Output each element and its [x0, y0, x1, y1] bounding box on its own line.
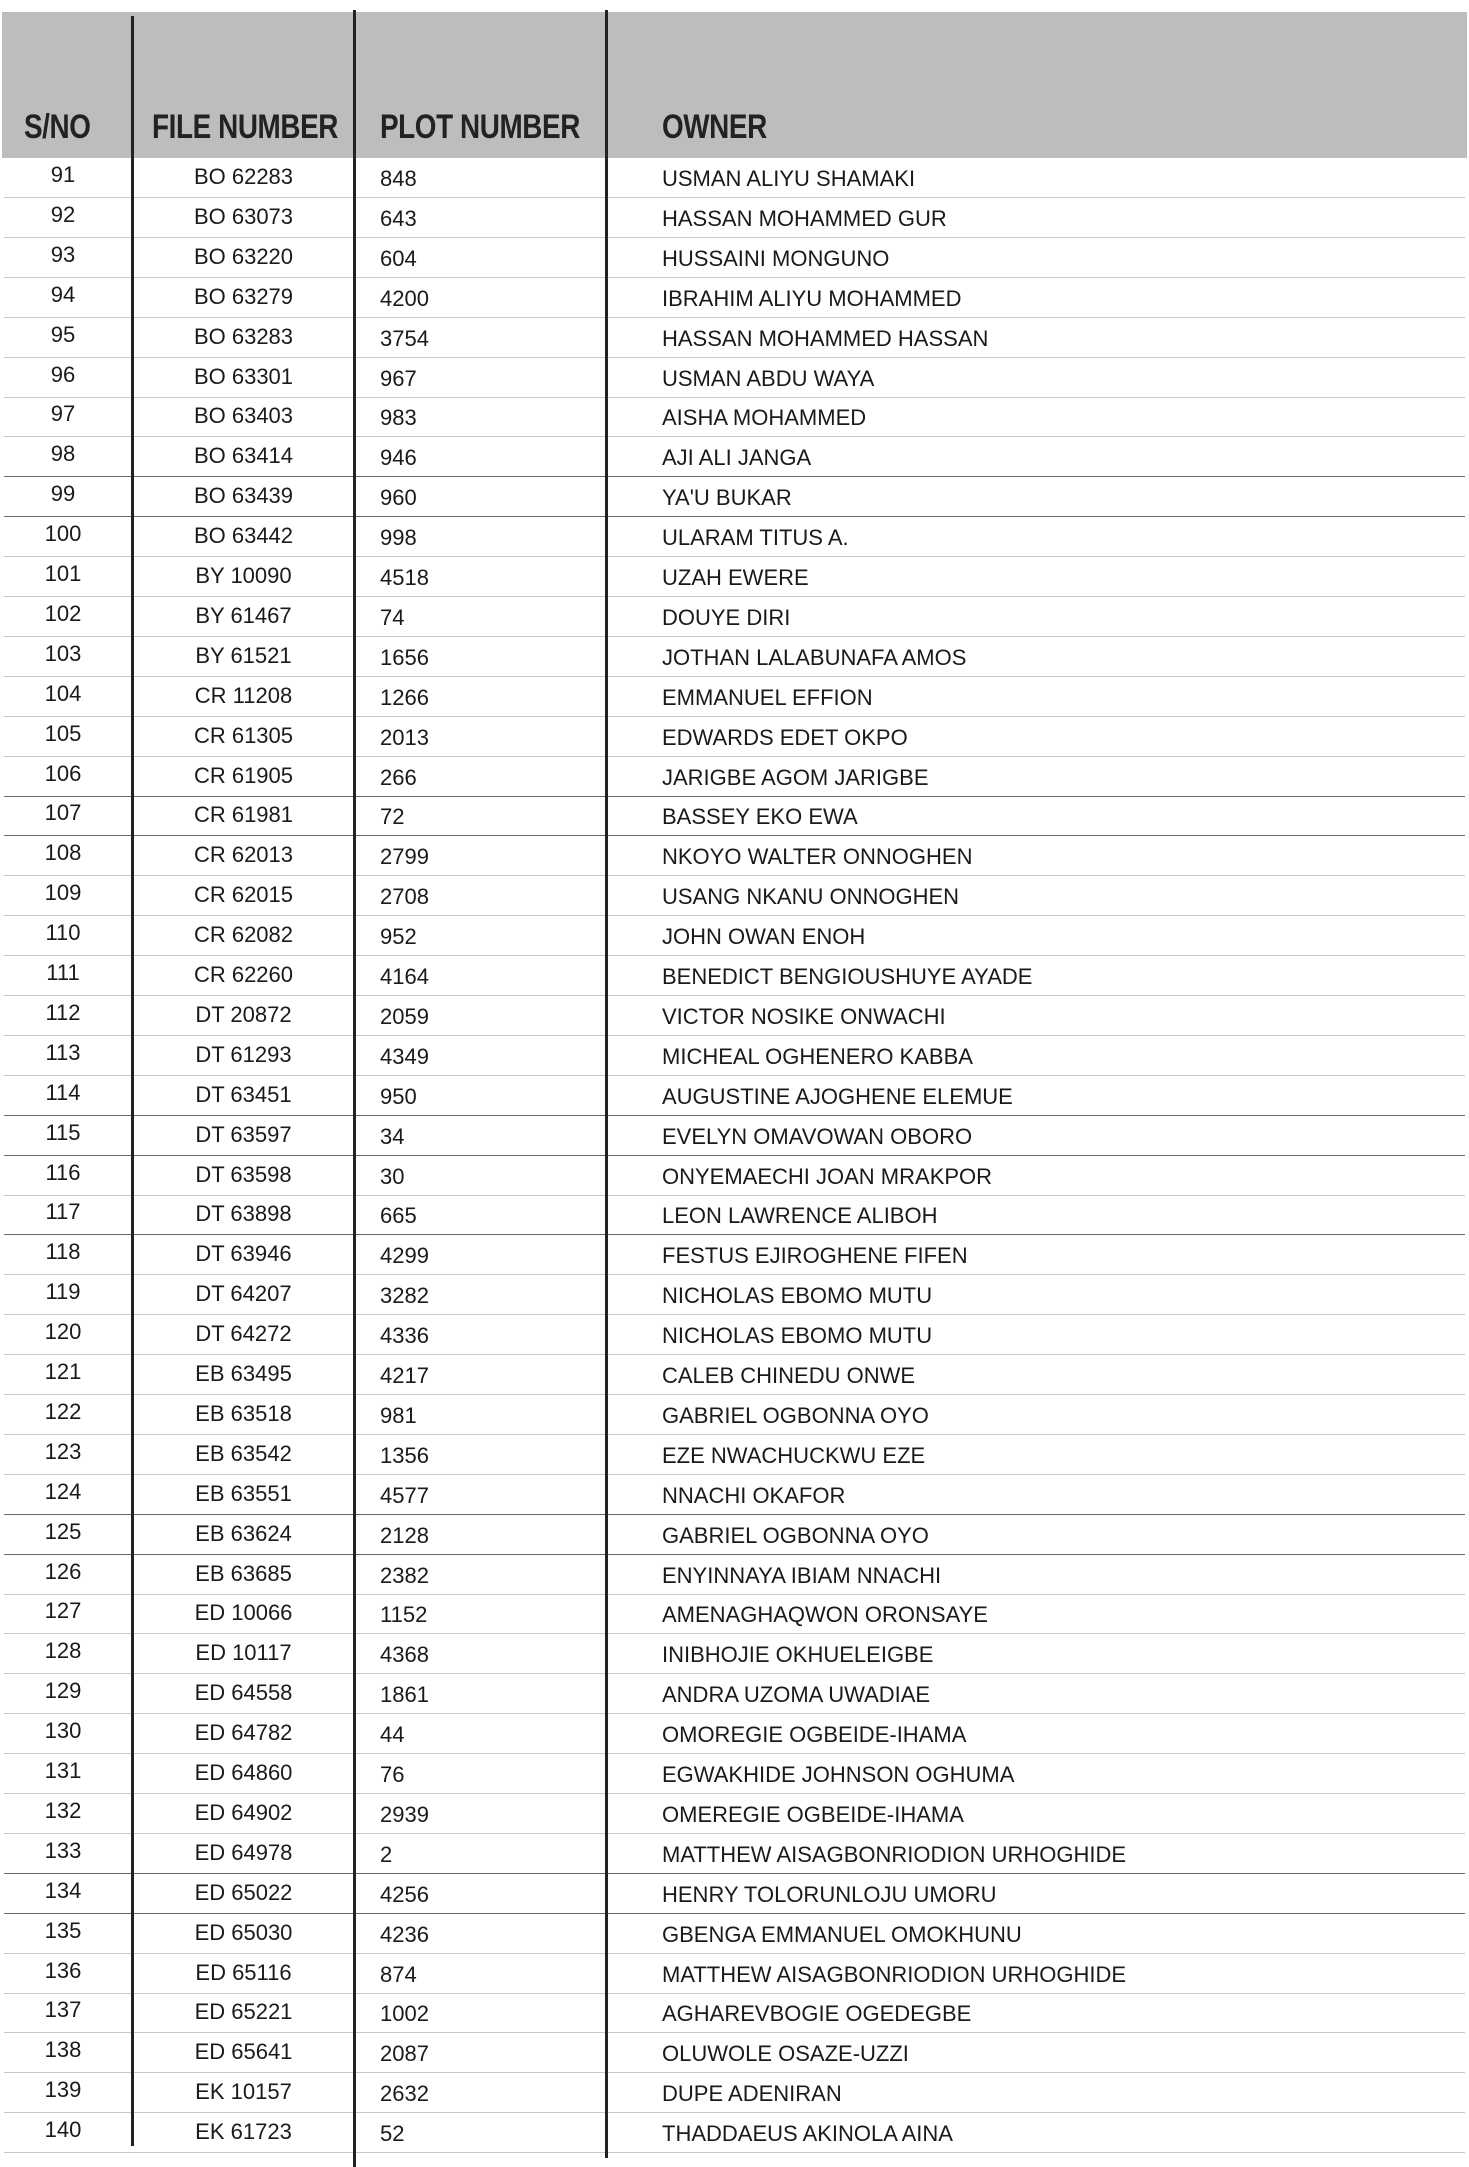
header-plot-number: PLOT NUMBER [380, 108, 580, 146]
cell-owner: HUSSAINI MONGUNO [662, 245, 890, 271]
cell-file-number: ED 64978 [194, 1839, 293, 1865]
cell-plot-number: 3282 [380, 1283, 429, 1309]
cell-file-number: CR 61305 [193, 722, 294, 748]
row-separator [4, 2152, 1465, 2153]
cell-file-number: EB 63495 [195, 1361, 292, 1386]
cell-sno: 112 [45, 999, 81, 1025]
cell-file-number: BO 63403 [193, 403, 294, 429]
cell-sno: 103 [44, 640, 82, 666]
cell-owner: EVELYN OMAVOWAN OBORO [662, 1123, 973, 1149]
cell-plot-number: 30 [380, 1163, 405, 1189]
cell-file-number: ED 10117 [195, 1640, 292, 1666]
cell-owner: LEON LAWRENCE ALIBOH [662, 1203, 938, 1229]
table-row [0, 1076, 1469, 1116]
cell-sno: 117 [45, 1199, 81, 1225]
table-row [0, 1475, 1469, 1515]
cell-file-number: CR 61905 [193, 762, 294, 788]
cell-plot-number: 1266 [380, 684, 429, 710]
cell-sno: 138 [44, 2037, 82, 2063]
cell-file-number: DT 20872 [195, 1001, 292, 1027]
cell-sno: 132 [44, 1797, 82, 1823]
cell-sno: 128 [44, 1638, 82, 1664]
cell-file-number: DT 63898 [195, 1201, 292, 1227]
cell-owner: AMENAGHAQWON ORONSAYE [662, 1602, 988, 1628]
cell-file-number: DT 64207 [195, 1281, 292, 1307]
cell-owner: IBRAHIM ALIYU MOHAMMED [662, 285, 962, 311]
cell-sno: 106 [44, 760, 82, 786]
cell-plot-number: 2799 [380, 844, 429, 870]
cell-sno: 133 [44, 1837, 82, 1863]
cell-file-number: BO 63301 [193, 363, 294, 389]
table-row [0, 397, 1469, 437]
cell-plot-number: 2382 [380, 1562, 429, 1588]
cell-plot-number: 4299 [380, 1243, 429, 1269]
cell-plot-number: 4577 [380, 1482, 429, 1508]
cell-sno: 140 [44, 2117, 82, 2143]
cell-sno: 139 [44, 2077, 82, 2103]
cell-file-number: BY 61467 [195, 602, 292, 628]
cell-sno: 107 [44, 800, 82, 826]
cell-plot-number: 2128 [380, 1522, 429, 1548]
cell-file-number: EB 63518 [195, 1400, 292, 1426]
table-row [0, 557, 1469, 597]
cell-plot-number: 4518 [380, 565, 429, 590]
column-divider [131, 16, 134, 2146]
cell-sno: 104 [44, 680, 82, 706]
cell-plot-number: 2 [380, 1841, 393, 1867]
cell-sno: 115 [45, 1119, 81, 1145]
cell-owner: GABRIEL OGBONNA OYO [662, 1402, 929, 1428]
cell-owner: AGHAREVBOGIE OGEDEGBE [662, 2001, 972, 2027]
cell-sno: 100 [44, 521, 82, 547]
cell-owner: OMOREGIE OGBEIDE-IHAMA [662, 1722, 967, 1748]
table-row [0, 1116, 1469, 1156]
cell-owner: DUPE ADENIRAN [662, 2081, 842, 2107]
cell-plot-number: 967 [380, 365, 417, 391]
table-row [0, 1794, 1469, 1834]
table-row [0, 637, 1469, 677]
cell-sno: 124 [44, 1478, 82, 1504]
table-row [0, 1235, 1469, 1275]
cell-owner: ONYEMAECHI JOAN MRAKPOR [662, 1163, 993, 1189]
cell-file-number: CR 62015 [193, 882, 294, 908]
column-divider [353, 10, 356, 2167]
cell-owner: THADDAEUS AKINOLA AINA [662, 2121, 953, 2147]
table-row [0, 1674, 1469, 1714]
cell-file-number: ED 64782 [194, 1720, 293, 1746]
cell-owner: NICHOLAS EBOMO MUTU [662, 1283, 933, 1309]
table-row [0, 956, 1469, 996]
cell-owner: HASSAN MOHAMMED GUR [662, 205, 947, 231]
header-file-number: FILE NUMBER [152, 108, 338, 146]
cell-plot-number: 4256 [380, 1881, 429, 1907]
cell-plot-number: 34 [380, 1123, 405, 1149]
table-row [0, 1435, 1469, 1475]
cell-owner: JOTHAN LALABUNAFA AMOS [662, 644, 967, 670]
cell-owner: HASSAN MOHAMMED HASSAN [662, 325, 989, 351]
table-row [0, 916, 1469, 956]
cell-owner: EMMANUEL EFFION [662, 684, 873, 710]
cell-file-number: BO 63279 [193, 283, 294, 309]
cell-plot-number: 74 [380, 604, 405, 630]
cell-file-number: CR 61981 [193, 802, 294, 828]
cell-owner: CALEB CHINEDU ONWE [662, 1363, 916, 1388]
cell-owner: UZAH EWERE [662, 565, 809, 590]
cell-file-number: DT 63946 [195, 1241, 292, 1267]
cell-plot-number: 4349 [380, 1043, 429, 1069]
table-row [0, 477, 1469, 517]
cell-file-number: DT 64272 [195, 1321, 292, 1347]
table-row [0, 876, 1469, 916]
cell-sno: 119 [45, 1279, 81, 1305]
cell-file-number: BO 63220 [193, 243, 294, 269]
cell-owner: ENYINNAYA IBIAM NNACHI [662, 1562, 942, 1588]
cell-sno: 120 [44, 1319, 82, 1345]
cell-plot-number: 44 [380, 1722, 405, 1748]
cell-plot-number: 2632 [380, 2081, 429, 2107]
table-row [0, 1834, 1469, 1874]
cell-sno: 131 [44, 1758, 82, 1783]
cell-sno: 127 [44, 1598, 82, 1624]
cell-owner: BASSEY EKO EWA [662, 804, 858, 830]
table-row [0, 1156, 1469, 1196]
cell-plot-number: 2087 [380, 2041, 429, 2067]
table-row [0, 1914, 1469, 1954]
table-row [0, 836, 1469, 876]
cell-file-number: ED 10066 [194, 1600, 293, 1626]
cell-plot-number: 2013 [380, 724, 429, 750]
table-row [0, 2113, 1469, 2153]
cell-file-number: EB 63685 [195, 1560, 292, 1586]
cell-plot-number: 848 [380, 166, 417, 191]
cell-plot-number: 1656 [380, 644, 429, 670]
cell-plot-number: 665 [380, 1203, 417, 1229]
cell-plot-number: 4200 [380, 285, 429, 311]
table-row [0, 1634, 1469, 1674]
table-row [0, 1954, 1469, 1994]
table-row [0, 2073, 1469, 2113]
cell-plot-number: 960 [380, 485, 417, 511]
cell-file-number: EB 63542 [195, 1440, 292, 1466]
cell-sno: 94 [50, 281, 76, 307]
cell-plot-number: 266 [380, 764, 417, 790]
cell-file-number: DT 61293 [195, 1041, 292, 1067]
table-row [0, 677, 1469, 717]
cell-owner: JARIGBE AGOM JARIGBE [662, 764, 929, 790]
table-row [0, 1555, 1469, 1595]
cell-owner: INIBHOJIE OKHUELEIGBE [662, 1642, 934, 1668]
cell-owner: AISHA MOHAMMED [662, 405, 867, 431]
cell-owner: GBENGA EMMANUEL OMOKHUNU [662, 1921, 1022, 1947]
cell-plot-number: 874 [380, 1961, 417, 1987]
cell-file-number: CR 62013 [193, 842, 294, 868]
cell-plot-number: 1152 [380, 1602, 428, 1628]
cell-owner: HENRY TOLORUNLOJU UMORU [662, 1881, 997, 1907]
cell-plot-number: 1002 [380, 2001, 429, 2027]
cell-sno: 114 [45, 1079, 81, 1105]
table-row [0, 1594, 1469, 1634]
cell-plot-number: 4336 [380, 1323, 429, 1349]
cell-sno: 123 [44, 1438, 82, 1464]
cell-file-number: ED 65641 [194, 2039, 293, 2065]
table-row [0, 1993, 1469, 2033]
cell-file-number: DT 63597 [195, 1121, 292, 1147]
table-row [0, 1754, 1469, 1794]
cell-sno: 113 [45, 1039, 81, 1065]
cell-file-number: ED 65116 [195, 1959, 292, 1985]
cell-plot-number: 981 [380, 1402, 417, 1428]
table-row [0, 1315, 1469, 1355]
cell-sno: 116 [45, 1159, 81, 1185]
cell-file-number: ED 65030 [194, 1919, 293, 1945]
cell-sno: 134 [44, 1877, 82, 1903]
cell-file-number: DT 63598 [195, 1161, 292, 1187]
cell-sno: 122 [44, 1398, 82, 1424]
cell-file-number: CR 62260 [193, 962, 294, 987]
cell-owner: YA'U BUKAR [662, 485, 792, 511]
table-row [0, 1275, 1469, 1315]
cell-sno: 95 [50, 321, 76, 347]
table-row [0, 1874, 1469, 1914]
cell-plot-number: 4368 [380, 1642, 429, 1668]
cell-plot-number: 76 [380, 1762, 405, 1787]
cell-owner: ULARAM TITUS A. [662, 525, 849, 551]
cell-plot-number: 52 [380, 2121, 405, 2147]
cell-file-number: EB 63624 [195, 1520, 292, 1546]
cell-file-number: BO 63439 [193, 483, 294, 509]
cell-plot-number: 952 [380, 924, 417, 950]
cell-file-number: DT 63451 [195, 1081, 292, 1107]
cell-plot-number: 4164 [380, 964, 429, 989]
cell-plot-number: 3754 [380, 325, 429, 351]
table-row [0, 358, 1469, 398]
cell-sno: 125 [44, 1518, 82, 1544]
cell-owner: EDWARDS EDET OKPO [662, 724, 908, 750]
table-row [0, 2033, 1469, 2073]
cell-file-number: ED 65221 [194, 1999, 293, 2025]
cell-sno: 93 [50, 241, 76, 267]
table-row [0, 996, 1469, 1036]
cell-owner: AJI ALI JANGA [662, 445, 812, 471]
cell-file-number: BO 63442 [193, 523, 294, 549]
table-row [0, 318, 1469, 358]
table-row [0, 597, 1469, 637]
cell-sno: 137 [44, 1997, 82, 2023]
table-row [0, 437, 1469, 477]
cell-sno: 111 [46, 960, 80, 985]
cell-plot-number: 604 [380, 245, 417, 271]
cell-plot-number: 1356 [380, 1442, 429, 1468]
cell-owner: MICHEAL OGHENERO KABBA [662, 1043, 973, 1069]
cell-plot-number: 2059 [380, 1003, 429, 1029]
cell-owner: NKOYO WALTER ONNOGHEN [662, 844, 973, 870]
cell-owner: EZE NWACHUCKWU EZE [662, 1442, 926, 1468]
cell-file-number: EK 10157 [195, 2079, 292, 2105]
cell-file-number: BO 63283 [193, 323, 294, 349]
cell-plot-number: 2708 [380, 884, 429, 910]
table-row [0, 757, 1469, 797]
cell-owner: OLUWOLE OSAZE-UZZI [662, 2041, 909, 2067]
table-row [0, 1195, 1469, 1235]
cell-owner: DOUYE DIRI [662, 604, 791, 630]
cell-plot-number: 4217 [380, 1363, 429, 1388]
cell-file-number: ED 65022 [194, 1879, 293, 1905]
cell-file-number: BO 63073 [193, 203, 294, 229]
cell-sno: 102 [44, 600, 82, 626]
cell-file-number: BO 62283 [193, 164, 294, 189]
cell-plot-number: 643 [380, 205, 417, 231]
column-divider [605, 10, 608, 2158]
cell-sno: 121 [44, 1359, 82, 1384]
cell-file-number: BY 61521 [195, 642, 292, 668]
cell-file-number: ED 64558 [194, 1680, 293, 1706]
cell-owner: ANDRA UZOMA UWADIAE [662, 1682, 931, 1708]
cell-owner: NNACHI OKAFOR [662, 1482, 846, 1508]
cell-file-number: BO 63414 [193, 443, 294, 469]
cell-owner: AUGUSTINE AJOGHENE ELEMUE [662, 1083, 1013, 1109]
table-row [0, 238, 1469, 278]
cell-plot-number: 72 [380, 804, 405, 830]
cell-owner: NICHOLAS EBOMO MUTU [662, 1323, 933, 1349]
cell-file-number: CR 62082 [193, 922, 294, 948]
cell-sno: 99 [50, 481, 76, 507]
cell-file-number: BY 10090 [195, 563, 292, 588]
cell-sno: 105 [44, 720, 82, 746]
cell-sno: 135 [44, 1917, 82, 1943]
table-row [0, 1515, 1469, 1555]
cell-plot-number: 983 [380, 405, 417, 431]
cell-owner: MATTHEW AISAGBONRIODION URHOGHIDE [662, 1841, 1127, 1867]
table-row [0, 1036, 1469, 1076]
cell-sno: 98 [50, 441, 76, 467]
cell-sno: 126 [44, 1558, 82, 1584]
cell-owner: BENEDICT BENGIOUSHUYE AYADE [662, 964, 1033, 989]
cell-plot-number: 1861 [380, 1682, 429, 1708]
header-owner: OWNER [662, 108, 767, 146]
table-row [0, 1355, 1469, 1395]
cell-owner: FESTUS EJIROGHENE FIFEN [662, 1243, 968, 1269]
cell-sno: 109 [44, 880, 82, 906]
table-row [0, 278, 1469, 318]
cell-sno: 136 [44, 1957, 82, 1983]
cell-plot-number: 998 [380, 525, 417, 551]
table-row [0, 1395, 1469, 1435]
cell-file-number: EB 63551 [195, 1480, 292, 1506]
cell-owner: MATTHEW AISAGBONRIODION URHOGHIDE [662, 1961, 1127, 1987]
cell-plot-number: 946 [380, 445, 417, 471]
header-sno: S/NO [24, 108, 91, 146]
cell-plot-number: 2939 [380, 1801, 429, 1827]
cell-file-number: ED 64860 [194, 1760, 293, 1785]
cell-owner: VICTOR NOSIKE ONWACHI [662, 1003, 946, 1029]
cell-sno: 91 [50, 162, 76, 187]
cell-sno: 118 [45, 1239, 81, 1265]
table-row [0, 717, 1469, 757]
cell-file-number: EK 61723 [195, 2119, 292, 2145]
cell-owner: USMAN ALIYU SHAMAKI [662, 166, 916, 191]
table-row [0, 796, 1469, 836]
table-row [0, 198, 1469, 238]
cell-file-number: ED 64902 [194, 1799, 293, 1825]
cell-sno: 97 [50, 401, 76, 427]
table-row [0, 517, 1469, 557]
cell-sno: 96 [50, 361, 76, 387]
table-row [0, 158, 1469, 198]
cell-sno: 101 [44, 561, 82, 586]
cell-owner: OMEREGIE OGBEIDE-IHAMA [662, 1801, 964, 1827]
cell-sno: 129 [44, 1678, 82, 1704]
cell-sno: 92 [50, 201, 76, 227]
cell-owner: GABRIEL OGBONNA OYO [662, 1522, 929, 1548]
cell-sno: 110 [45, 920, 81, 946]
cell-file-number: CR 11208 [194, 682, 293, 708]
cell-plot-number: 950 [380, 1083, 417, 1109]
cell-sno: 108 [44, 840, 82, 866]
cell-owner: JOHN OWAN ENOH [662, 924, 866, 950]
cell-owner: USMAN ABDU WAYA [662, 365, 875, 391]
cell-owner: USANG NKANU ONNOGHEN [662, 884, 960, 910]
cell-plot-number: 4236 [380, 1921, 429, 1947]
table-row [0, 1714, 1469, 1754]
cell-owner: EGWAKHIDE JOHNSON OGHUMA [662, 1762, 1015, 1787]
cell-sno: 130 [44, 1718, 82, 1744]
